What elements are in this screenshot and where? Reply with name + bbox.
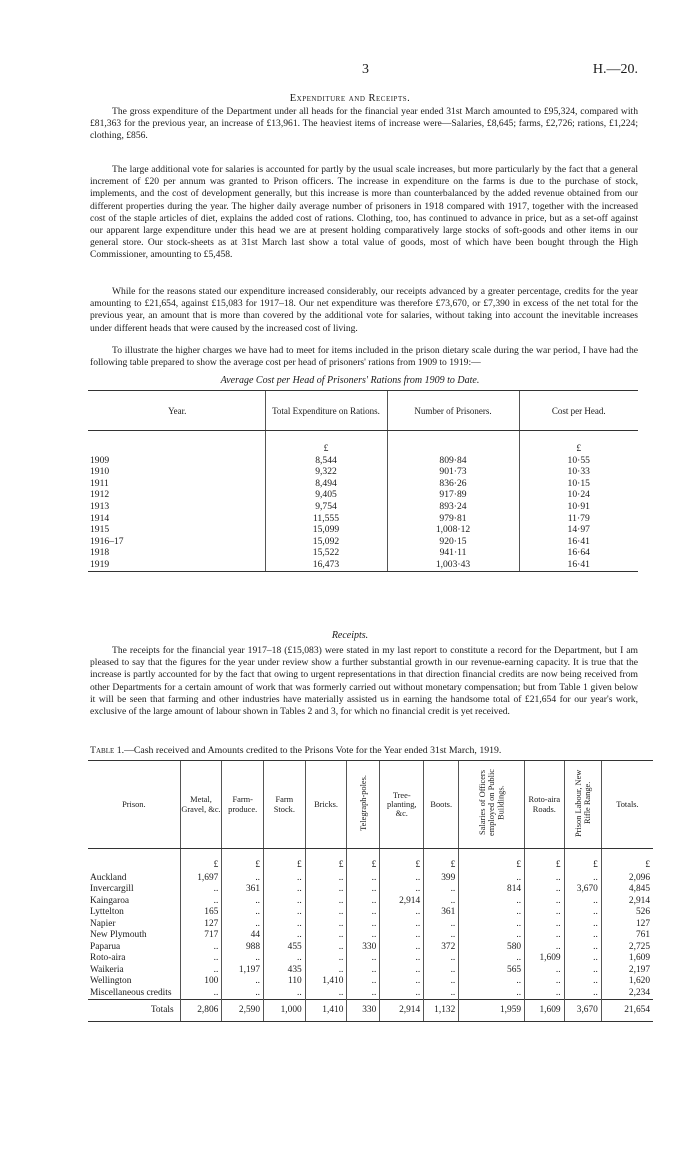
value-cell: ..	[424, 976, 459, 988]
value-cell: ..	[564, 953, 601, 965]
table1-col-header	[88, 761, 180, 849]
unit-cell: £	[380, 849, 424, 873]
value-cell: ..	[525, 942, 564, 954]
unit-row	[88, 849, 653, 873]
unit-cell: £	[459, 849, 525, 873]
section-title: Expenditure and Receipts.	[289, 93, 411, 104]
value-cell: ..	[525, 919, 564, 931]
value-cell: 893·24	[387, 501, 519, 513]
value-cell: 100	[180, 976, 222, 988]
value-cell: 1,697	[180, 873, 222, 885]
value-cell: ..	[347, 919, 380, 931]
value-cell: 435	[264, 965, 306, 977]
table-row	[88, 884, 653, 896]
value-cell: ..	[459, 930, 525, 942]
table-row	[88, 489, 638, 501]
col-header-year: Year.	[88, 391, 265, 431]
value-cell: 1,609	[525, 953, 564, 965]
table1-caption	[90, 745, 650, 756]
paragraph-1: The gross expenditure of the Department under all heads for the financial year ended 31st March amounted to £95,324, compared with £81,363 for the previous year, an increase of £13,961. The heaviest items of increase were—Salaries, £8,645; farms, £2,726; rations, £1,224; clothing, £856.	[90, 106, 638, 142]
value-cell: ..	[564, 988, 601, 1000]
value-cell: 2,197	[601, 965, 653, 977]
value-cell: 11·79	[519, 513, 638, 525]
total-cell: 1,410	[305, 1000, 347, 1022]
value-cell: 988	[222, 942, 264, 954]
value-cell: ..	[564, 942, 601, 954]
receipts-heading: Receipts.	[331, 630, 369, 641]
table-row	[88, 942, 653, 954]
value-cell: ..	[564, 896, 601, 908]
total-cell: 1,959	[459, 1000, 525, 1022]
prison-name-cell: New Plymouth	[90, 930, 147, 940]
prison-name-cell: Miscellaneous credits	[90, 987, 172, 998]
table-row	[88, 919, 653, 931]
value-cell: ..	[264, 884, 306, 896]
value-cell: 15,092	[265, 536, 387, 548]
value-cell: ..	[459, 976, 525, 988]
unit-cell: £	[264, 849, 306, 873]
value-cell: ..	[222, 907, 264, 919]
value-cell: 580	[459, 942, 525, 954]
value-cell: 3,670	[564, 884, 601, 896]
value-cell: ..	[380, 873, 424, 885]
value-cell: 9,754	[265, 501, 387, 513]
total-cell: 1,132	[424, 1000, 459, 1022]
year-cell: 1915	[90, 524, 110, 536]
unit-cell	[387, 431, 519, 455]
value-cell: ..	[264, 919, 306, 931]
year-cell: 1914	[90, 512, 110, 524]
unit-cell: £	[265, 431, 387, 455]
total-cell: 330	[347, 1000, 380, 1022]
value-cell: 10·24	[519, 489, 638, 501]
unit-cell: £	[601, 849, 653, 873]
value-cell: ..	[525, 930, 564, 942]
total-cell: 1,609	[525, 1000, 564, 1022]
table1-col-header-text: Metal, Gravel, &c.	[181, 795, 221, 814]
value-cell: 8,494	[265, 478, 387, 490]
col-header-total-expenditure: Total Expenditure on Rations.	[265, 391, 387, 431]
year-cell: 1909	[90, 454, 110, 466]
value-cell: 2,725	[601, 942, 653, 954]
total-cell: 2,806	[180, 1000, 222, 1022]
value-cell: ..	[380, 942, 424, 954]
table1-col-header-text: Tree-planting, &c.	[386, 790, 417, 819]
value-cell: ..	[380, 930, 424, 942]
table-row	[88, 547, 638, 559]
value-cell: ..	[305, 896, 347, 908]
value-cell: ..	[380, 953, 424, 965]
value-cell: ..	[564, 873, 601, 885]
table1-col-header-text: Bricks.	[314, 799, 339, 809]
value-cell: ..	[264, 988, 306, 1000]
value-cell: ..	[380, 884, 424, 896]
value-cell: ..	[222, 988, 264, 1000]
value-cell: ..	[424, 930, 459, 942]
value-cell: ..	[525, 976, 564, 988]
table-row	[88, 930, 653, 942]
year-cell: 1912	[90, 489, 110, 501]
value-cell: 10·15	[519, 478, 638, 490]
value-cell: ..	[180, 884, 222, 896]
value-cell: ..	[264, 930, 306, 942]
rations-table	[88, 390, 638, 572]
value-cell: 2,096	[601, 873, 653, 885]
value-cell: ..	[305, 930, 347, 942]
value-cell: ..	[222, 953, 264, 965]
value-cell: ..	[459, 919, 525, 931]
table1-header-row	[88, 761, 653, 849]
table1-col-header	[180, 761, 222, 849]
unit-cell: £	[564, 849, 601, 873]
value-cell: 127	[180, 919, 222, 931]
unit-cell: £	[424, 849, 459, 873]
value-cell: ..	[264, 953, 306, 965]
year-cell: 1916–17	[90, 535, 124, 547]
total-cell: 2,590	[222, 1000, 264, 1022]
totals-row	[88, 1000, 653, 1022]
prison-name-cell: Waikeria	[90, 964, 124, 975]
value-cell: ..	[264, 907, 306, 919]
value-cell: ..	[347, 953, 380, 965]
value-cell: 717	[180, 930, 222, 942]
value-cell: ..	[380, 988, 424, 1000]
col-header-number-prisoners: Number of Prisoners.	[387, 391, 519, 431]
value-cell: ..	[459, 873, 525, 885]
value-cell: ..	[180, 896, 222, 908]
value-cell: ..	[424, 896, 459, 908]
table1-col-header-text: Totals.	[616, 799, 639, 809]
year-cell: 1919	[88, 559, 265, 571]
value-cell: 16·64	[519, 547, 638, 559]
col-header-cost-per-head: Cost per Head.	[519, 391, 638, 431]
receipts-paragraph: The receipts for the financial year 1917–18 (£15,083) were stated in my last report to constitute a record for the Department, but I am pleased to say that the figures for the year under review show a further substantial growth in our revenue-earning capacity. It is true that the increase is partly accounted for by the fact that owing to urgent representations in that direction financial credits are now being received from other Departments for a certain amount of work that was formerly carried out without monetary compensation; but from Table 1 given below it will be seen that farming and other industries have materially assisted us in earning the handsome total of £21,654 for our year's work, exclusive of the large amount of labour shown in Tables 2 and 3, for which no financial credit is yet received.	[90, 645, 638, 718]
prison-name-cell: Wellington	[90, 976, 132, 986]
table1-col-header	[380, 761, 424, 849]
year-cell: 1911	[90, 477, 109, 489]
value-cell: 455	[264, 942, 306, 954]
value-cell: ..	[347, 896, 380, 908]
value-cell: ..	[459, 907, 525, 919]
value-cell: 2,234	[601, 988, 653, 1000]
value-cell: ..	[459, 988, 525, 1000]
value-cell: 1,197	[222, 965, 264, 977]
value-cell: 1,609	[601, 953, 653, 965]
value-cell: ..	[380, 965, 424, 977]
value-cell: 1,410	[305, 976, 347, 988]
value-cell: ..	[564, 930, 601, 942]
unit-cell: £	[525, 849, 564, 873]
value-cell: ..	[305, 919, 347, 931]
table-row	[88, 976, 653, 988]
value-cell: 920·15	[387, 536, 519, 548]
value-cell: ..	[564, 965, 601, 977]
table1-label: Table 1.	[90, 745, 125, 756]
value-cell: 330	[347, 942, 380, 954]
table1-col-header	[564, 761, 601, 849]
table1-col-header-text: Farm Stock.	[273, 795, 295, 814]
prison-name-cell: Invercargill	[90, 884, 134, 894]
table1-caption-text: —Cash received and Amounts credited to the Prisons Vote for the Year ended 31st March, 1919.	[124, 745, 502, 756]
prison-name-cell: Auckland	[90, 872, 127, 883]
value-cell: 565	[459, 965, 525, 977]
unit-row	[88, 431, 638, 455]
value-cell: ..	[264, 896, 306, 908]
table-row	[88, 524, 638, 536]
value-cell: 399	[424, 873, 459, 885]
value-cell: ..	[222, 976, 264, 988]
value-cell: 361	[424, 907, 459, 919]
table1-col-header-text: Roto-aira Roads.	[528, 795, 561, 814]
value-cell: ..	[347, 930, 380, 942]
table1-col-header	[424, 761, 459, 849]
value-cell: 901·73	[387, 466, 519, 478]
value-cell: 127	[601, 919, 653, 931]
value-cell: ..	[525, 965, 564, 977]
value-cell: ..	[305, 953, 347, 965]
table1-col-header	[459, 761, 525, 849]
year-cell: 1918	[90, 547, 110, 559]
page-number: 3	[362, 62, 369, 77]
value-cell: 1,620	[601, 976, 653, 988]
table1-col-header	[305, 761, 347, 849]
value-cell: ..	[222, 896, 264, 908]
value-cell: ..	[380, 919, 424, 931]
table1-col-header	[601, 761, 653, 849]
year-cell: 1910	[90, 466, 110, 478]
value-cell: 9,405	[265, 489, 387, 501]
value-cell: ..	[525, 884, 564, 896]
value-cell: ..	[424, 988, 459, 1000]
value-cell: 372	[424, 942, 459, 954]
value-cell: ..	[347, 873, 380, 885]
prison-name-cell: Paparua	[90, 941, 121, 952]
value-cell: 4,845	[601, 884, 653, 896]
table1-col-header-text: Telegraph-poles.	[358, 775, 368, 832]
value-cell: ..	[180, 953, 222, 965]
table1-col-header	[525, 761, 564, 849]
value-cell: ..	[305, 884, 347, 896]
value-cell: ..	[180, 965, 222, 977]
totals-label: Totals	[88, 1000, 180, 1022]
value-cell: 16·41	[519, 536, 638, 548]
value-cell: ..	[305, 988, 347, 1000]
value-cell: 9,322	[265, 466, 387, 478]
table1-col-header-text: Prison Labour, New Rifle Range.	[573, 769, 592, 838]
table-row	[88, 478, 638, 490]
value-cell: ..	[380, 976, 424, 988]
value-cell: ..	[459, 953, 525, 965]
value-cell: ..	[347, 907, 380, 919]
table1-col-header	[347, 761, 380, 849]
prison-name-cell: Lyttelton	[90, 907, 124, 917]
table-row	[88, 907, 653, 919]
value-cell: 1,008·12	[387, 524, 519, 536]
paragraph-4: To illustrate the higher charges we have had to meet for items included in the prison dietary scale during the war period, I have had the following table prepared to show the average cost per head of prisoners' rations from 1909 to 1919:—	[90, 345, 638, 369]
value-cell: 979·81	[387, 513, 519, 525]
rations-table-body	[88, 431, 638, 572]
value-cell: 165	[180, 907, 222, 919]
value-cell: ..	[380, 907, 424, 919]
value-cell: 2,914	[380, 896, 424, 908]
table-row	[88, 988, 653, 1000]
value-cell: ..	[305, 942, 347, 954]
unit-cell	[88, 849, 180, 873]
document-reference: H.—20.	[592, 62, 638, 77]
value-cell: 14·97	[519, 524, 638, 536]
table1-col-header-text: Boots.	[430, 799, 453, 809]
table1-col-header-text: Salaries of Officers employed on Public Buildings.	[477, 769, 506, 837]
table1-col-header	[264, 761, 306, 849]
total-cell: 21,654	[601, 1000, 653, 1022]
value-cell: 15,522	[265, 547, 387, 559]
table-row	[88, 559, 638, 571]
value-cell: ..	[564, 976, 601, 988]
unit-cell: £	[222, 849, 264, 873]
value-cell: ..	[347, 884, 380, 896]
value-cell: ..	[525, 988, 564, 1000]
table1-col-header-text: Farm-produce.	[228, 795, 258, 814]
value-cell: ..	[305, 907, 347, 919]
table-row	[88, 501, 638, 513]
page-header	[0, 62, 700, 78]
paragraph-2: The large additional vote for salaries is accounted for partly by the usual scale increases, but more particularly by the fact that a general increment of £20 per annum was granted to Prison officers. The increase in expenditure on the farms is due to the purchase of stock, implements, and the cost of development generally, but this increase is more than counterbalanced by the added revenue obtained from our different properties during the year. The higher daily average number of prisoners in 1918 compared with 1917, together with the increased cost of the staple articles of diet, explains the added cost of rations. Clothing, too, has continued to advance in price, but as a set-off against our apparent large expenditure under this head we are at present holding comparatively large stocks of soft-goods and other items in our general store. Our stock-sheets as at 31st March last show a total value of goods, most of which have been bought through the High Commissioner, amounting to £5,458.	[90, 164, 638, 261]
value-cell: ..	[347, 988, 380, 1000]
value-cell: 361	[222, 884, 264, 896]
prison-name-cell: Kaingaroa	[90, 895, 130, 906]
value-cell: ..	[222, 919, 264, 931]
value-cell: 1,003·43	[387, 559, 519, 571]
table-row	[88, 965, 653, 977]
table1-col-header	[222, 761, 264, 849]
total-cell: 1,000	[264, 1000, 306, 1022]
table-row	[88, 513, 638, 525]
total-cell: 3,670	[564, 1000, 601, 1022]
table-row	[88, 873, 653, 885]
unit-cell: £	[305, 849, 347, 873]
table1-body	[88, 849, 653, 1022]
value-cell: 814	[459, 884, 525, 896]
prison-name-cell: Roto-aira	[90, 953, 126, 963]
value-cell: ..	[424, 884, 459, 896]
value-cell: ..	[264, 873, 306, 885]
year-cell: 1913	[90, 500, 110, 512]
value-cell: 44	[222, 930, 264, 942]
value-cell: 110	[264, 976, 306, 988]
value-cell: ..	[525, 896, 564, 908]
value-cell: 11,555	[265, 513, 387, 525]
value-cell: 809·84	[387, 455, 519, 467]
value-cell: ..	[424, 919, 459, 931]
table-row	[88, 466, 638, 478]
table-row	[88, 536, 638, 548]
prison-name-cell: Napier	[90, 918, 116, 929]
unit-cell: £	[180, 849, 222, 873]
table-row	[88, 896, 653, 908]
value-cell: 10·33	[519, 466, 638, 478]
paragraph-3: While for the reasons stated our expenditure increased considerably, our receipts advanced by a greater percentage, credits for the year amounting to £21,654, against £15,083 for 1917–18. Our net expenditure was therefore £73,670, or £7,390 in excess of the net total for the previous year, an amount that is more than covered by the additional vote for salaries, without taking into account the inevitable increases under different heads that were caused by the increased cost of living.	[90, 286, 638, 334]
value-cell: ..	[180, 988, 222, 1000]
value-cell: ..	[347, 965, 380, 977]
value-cell: ..	[424, 953, 459, 965]
value-cell: ..	[347, 976, 380, 988]
table-row	[88, 953, 653, 965]
value-cell: ..	[180, 942, 222, 954]
value-cell: 917·89	[387, 489, 519, 501]
value-cell: 761	[601, 930, 653, 942]
value-cell: 941·11	[387, 547, 519, 559]
value-cell: 526	[601, 907, 653, 919]
value-cell: ..	[525, 873, 564, 885]
unit-cell: £	[347, 849, 380, 873]
rations-table-caption: Average Cost per Head of Prisoners' Rations from 1909 to Date.	[220, 375, 480, 386]
value-cell: ..	[305, 965, 347, 977]
table1-col-header-text: Prison.	[122, 799, 146, 809]
value-cell: ..	[305, 873, 347, 885]
unit-cell	[88, 431, 265, 455]
value-cell: 16,473	[265, 559, 387, 571]
unit-cell: £	[519, 431, 638, 455]
value-cell: ..	[525, 907, 564, 919]
value-cell: 15,099	[265, 524, 387, 536]
table1-receipts	[88, 760, 653, 1022]
value-cell: 836·26	[387, 478, 519, 490]
value-cell: 10·91	[519, 501, 638, 513]
table-row	[88, 455, 638, 467]
value-cell: ..	[222, 873, 264, 885]
total-cell: 2,914	[380, 1000, 424, 1022]
value-cell: ..	[564, 919, 601, 931]
value-cell: ..	[424, 965, 459, 977]
value-cell: 10·55	[519, 455, 638, 467]
value-cell: 16·41	[519, 559, 638, 571]
value-cell: 8,544	[265, 455, 387, 467]
value-cell: ..	[459, 896, 525, 908]
value-cell: 2,914	[601, 896, 653, 908]
value-cell: ..	[564, 907, 601, 919]
